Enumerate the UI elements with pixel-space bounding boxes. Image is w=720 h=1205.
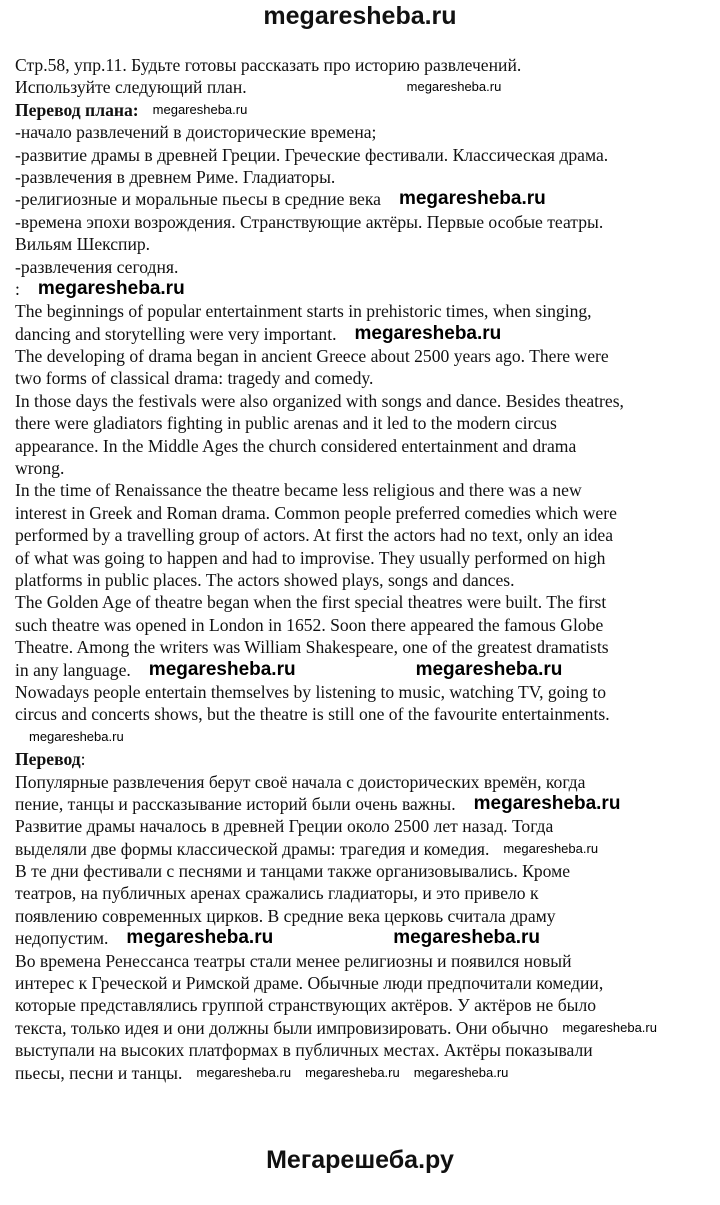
english-text: in any language.: [15, 659, 131, 680]
russian-text: которые представлялись группой странствующих актёров. У актёров не было: [15, 995, 597, 1016]
plan-item-line: [15, 121, 657, 143]
intro-text: Используйте следующий план.: [15, 77, 247, 98]
watermark: megaresheba.ru: [415, 658, 563, 680]
english-text-line: [15, 524, 657, 546]
plan-item: -развлечения в древнем Риме. Гладиаторы.: [15, 166, 336, 187]
watermark: megaresheba.ru: [503, 840, 599, 856]
english-text-line: [15, 614, 657, 636]
watermark: megaresheba.ru: [37, 277, 185, 299]
plan-item: Вильям Шекспир.: [15, 234, 151, 255]
english-text: Nowadays people entertain themselves by listening to music, watching TV, going to: [15, 681, 607, 702]
english-text: such theatre was opened in London in 1652. Soon there appeared the famous Globe: [15, 614, 604, 635]
plan-item-line: [15, 233, 657, 255]
watermark: megaresheba.ru: [393, 927, 540, 949]
english-text: The developing of drama began in ancient Greece about 2500 years ago. There were: [15, 346, 609, 367]
watermark: megaresheba.ru: [354, 322, 502, 344]
russian-text: выступали на высоких платформах в публичных местах. Актёры показывали: [15, 1040, 593, 1061]
russian-text: Развитие драмы началось в древней Греции около 2500 лет назад. Тогда: [15, 816, 554, 837]
russian-text: текста, только идея и они должны были импровизировать. Они обычно: [15, 1017, 549, 1038]
english-text-line: [15, 300, 657, 322]
english-text-line: [15, 435, 657, 457]
english-text: interest in Greek and Roman drama. Common people preferred comedies which were: [15, 502, 617, 523]
plan-item: -развитие драмы в древней Греции. Греческие фестивали. Классическая драма.: [15, 144, 609, 165]
russian-text: В те дни фестивали с песнями и танцами также организовывались. Кроме: [15, 861, 571, 882]
plan-item-line: [15, 188, 657, 210]
site-header: megaresheba.ru: [263, 2, 457, 30]
plan-title: Перевод плана:: [15, 99, 139, 120]
russian-text: появлению современных цирков. В средние века церковь считала драму: [15, 905, 556, 926]
english-text-line: [15, 547, 657, 569]
english-text-line: [15, 457, 657, 479]
plan-item: -времена эпохи возрождения. Странствующие актёры. Первые особые театры.: [15, 211, 604, 232]
english-text: of what was going to happen and had to improvise. They usually performed on high: [15, 547, 606, 568]
plan-item-line: [15, 256, 657, 278]
russian-text-line: [15, 793, 657, 815]
english-text-line: [15, 412, 657, 434]
russian-text-line: [15, 1017, 657, 1039]
english-text-line: [15, 323, 657, 345]
plan-item-line: [15, 144, 657, 166]
translation-heading: [15, 748, 657, 770]
english-text: there were gladiators fighting in public arenas and it led to the modern circus: [15, 413, 557, 434]
watermark: megaresheba.ru: [305, 1064, 400, 1080]
russian-text-line: [15, 994, 657, 1016]
russian-text-line: [15, 1062, 657, 1084]
translation-title: Перевод: [15, 749, 81, 770]
english-text-line: [15, 726, 657, 748]
english-text: circus and concerts shows, but the theatre is still one of the favourite entertainments.: [15, 704, 610, 725]
english-text: dancing and storytelling were very important.: [15, 323, 337, 344]
russian-text-line: [15, 882, 657, 904]
watermark: megaresheba.ru: [196, 1064, 292, 1080]
plan-item: -начало развлечений в доисторические времена;: [15, 122, 377, 143]
russian-text: выделяли две формы классической драмы: трагедия и комедия.: [15, 838, 490, 859]
russian-text: Популярные развлечения берут своё начала с доисторических времён, когда: [15, 771, 586, 792]
english-text-line: [15, 681, 657, 703]
english-text: platforms in public places. The actors showed plays, songs and dances.: [15, 569, 515, 590]
english-text: two forms of classical drama: tragedy and comedy.: [15, 368, 374, 389]
russian-text-line: [15, 860, 657, 882]
plan-item: -религиозные и моральные пьесы в средние века: [15, 189, 381, 210]
watermark: megaresheba.ru: [126, 927, 274, 949]
russian-text-line: [15, 972, 657, 994]
watermark: megaresheba.ru: [148, 658, 296, 680]
colon: :: [15, 278, 20, 299]
russian-text-line: [15, 815, 657, 837]
russian-text: недопустим.: [15, 928, 109, 949]
english-text: Theatre. Among the writers was William Shakespeare, one of the greatest dramatists: [15, 637, 609, 658]
english-text: performed by a travelling group of actors. At first the actors had no text, only an idea: [15, 525, 614, 546]
english-text-line: [15, 591, 657, 613]
watermark: megaresheba.ru: [29, 728, 124, 744]
english-text: The beginnings of popular entertainment starts in prehistoric times, when singing,: [15, 301, 592, 322]
watermark: megaresheba.ru: [152, 101, 248, 117]
colon-line: [15, 278, 657, 300]
russian-text: Во времена Ренессанса театры стали менее религиозны и появился новый: [15, 950, 572, 971]
russian-text-line: [15, 1039, 657, 1061]
english-text: In the time of Renaissance the theatre became less religious and there was a new: [15, 480, 582, 501]
watermark: megaresheba.ru: [406, 79, 502, 95]
intro-line: [15, 54, 657, 76]
plan-item: -развлечения сегодня.: [15, 256, 179, 277]
russian-text-line: [15, 771, 657, 793]
plan-item-line: [15, 211, 657, 233]
watermark: megaresheba.ru: [562, 1019, 657, 1035]
english-text-line: [15, 479, 657, 501]
translation-colon: :: [80, 749, 86, 770]
english-text-line: [15, 367, 657, 389]
watermark: megaresheba.ru: [473, 792, 621, 814]
english-text: In those days the festivals were also organized with songs and dance. Besides theatres,: [15, 390, 624, 411]
intro-line: [15, 76, 657, 98]
english-text-line: [15, 703, 657, 725]
russian-text-line: [15, 905, 657, 927]
russian-text: пение, танцы и рассказывание историй были очень важны.: [15, 793, 456, 814]
english-text-line: [15, 502, 657, 524]
watermark: megaresheba.ru: [398, 188, 546, 210]
russian-text: пьесы, песни и танцы.: [15, 1062, 183, 1083]
russian-text: интерес к Греческой и Римской драме. Обычные люди предпочитали комедии,: [15, 973, 604, 994]
english-text-line: [15, 659, 657, 681]
plan-item-line: [15, 166, 657, 188]
english-text: The Golden Age of theatre began when the first special theatres were built. The first: [15, 592, 607, 613]
document-body: [15, 54, 657, 1084]
watermark: megaresheba.ru: [413, 1064, 509, 1080]
english-text-line: [15, 390, 657, 412]
english-text-line: [15, 569, 657, 591]
english-text: appearance. In the Middle Ages the church considered entertainment and drama: [15, 435, 577, 456]
english-text-line: [15, 345, 657, 367]
russian-text-line: [15, 927, 657, 949]
site-footer: Мегарешеба.ру: [266, 1146, 454, 1174]
russian-text-line: [15, 838, 657, 860]
plan-title-line: [15, 99, 657, 121]
intro-text: Стр.58, упр.11. Будьте готовы рассказать про историю развлечений.: [15, 55, 522, 75]
english-text-line: [15, 636, 657, 658]
russian-text: театров, на публичных аренах сражались гладиаторы, и это привело к: [15, 883, 539, 904]
russian-text-line: [15, 950, 657, 972]
english-text: wrong.: [15, 458, 65, 479]
